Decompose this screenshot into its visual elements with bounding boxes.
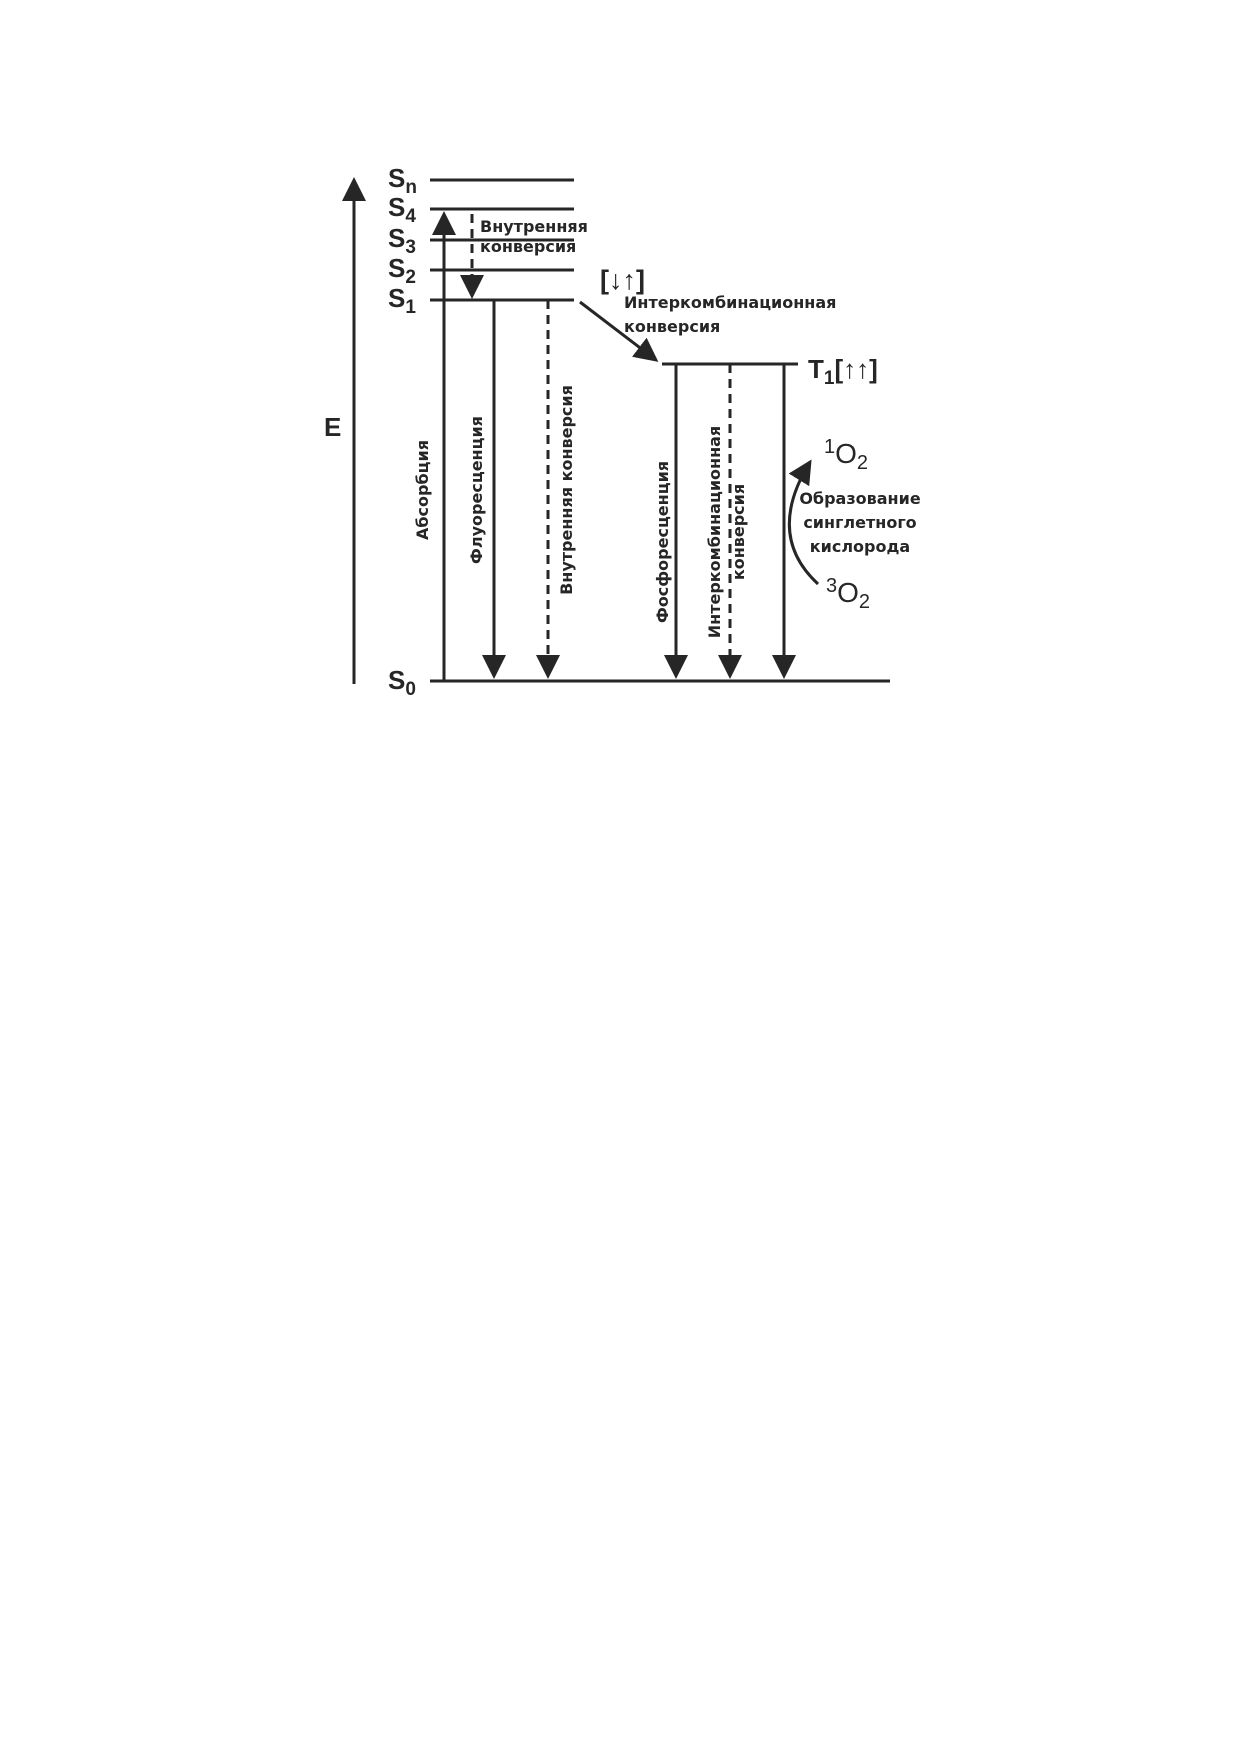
singlet-spin-label: [↓↑] xyxy=(600,265,645,295)
level-s2-label: $S_2$ xyxy=(388,253,416,288)
level-s1-label: $S_1$ xyxy=(388,283,416,318)
level-sn-label: $S_n$ xyxy=(388,163,417,198)
triplet-oxygen-formula: $^3O_2$ xyxy=(826,575,871,613)
fluorescence-label: Флуоресценция xyxy=(467,416,486,564)
singlet-oxygen-formation-label: Образование синглетного кислорода xyxy=(799,489,921,556)
absorption-label: Абсорбция xyxy=(413,440,432,540)
intersystem-crossing-lower-label: Интеркомбинационная конверсия xyxy=(705,425,748,639)
energy-axis-label: E xyxy=(324,412,342,442)
internal-conversion-upper-label: Внутренняя конверсия xyxy=(480,217,588,256)
level-s3-label: $S_3$ xyxy=(388,223,416,258)
internal-conversion-lower-label: Внутренняя конверсия xyxy=(557,385,576,595)
level-s4-label: $S_4$ xyxy=(388,192,416,227)
phosphorescence-label: Фосфоресценция xyxy=(653,460,672,624)
level-t1-label: $T_1[↑↑]$ xyxy=(808,354,878,389)
level-s0-label: $S_0$ xyxy=(388,665,416,700)
intersystem-crossing-upper-label: Интеркомбинационная конверсия xyxy=(624,293,837,336)
singlet-oxygen-formula: $^1O_2$ xyxy=(824,436,869,474)
